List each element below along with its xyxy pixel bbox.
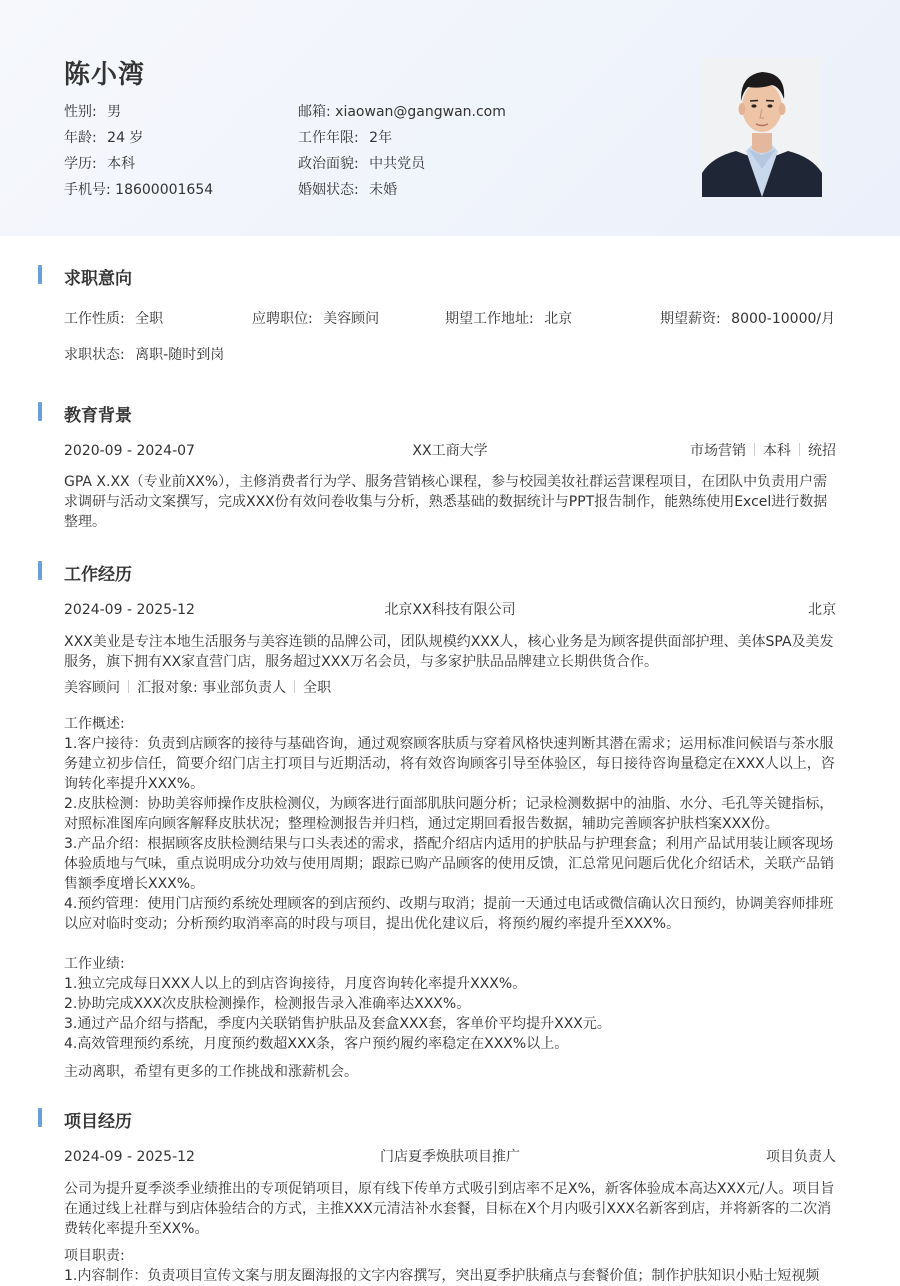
email-value: xiaowan@gangwan.com xyxy=(335,104,506,120)
education-school: XX工商大学 xyxy=(412,443,488,459)
intent-position xyxy=(252,309,379,329)
section-title-education: 教育背景 xyxy=(64,406,132,426)
section-marker-intent xyxy=(38,265,42,284)
politics-row xyxy=(298,153,425,173)
work-overview xyxy=(64,714,836,1082)
age-value: 24 岁 xyxy=(107,130,144,146)
intent-location xyxy=(445,309,572,329)
education-value: 本科 xyxy=(107,156,136,172)
gender-value: 男 xyxy=(107,104,122,120)
company-intro: XXX美业是专注本地生活服务与美容连锁的品牌公司，团队规模约XXX人，核心业务是为顾客提供面部护理、美体SPA及美发服务，旗下拥有XX家直营门店，服务超过XXX万名会员，与多家护肤品品牌建立长期供货合作。 xyxy=(64,634,834,670)
project-period: 2024-09 - 2025-12 xyxy=(64,1149,195,1165)
gender-row xyxy=(64,101,121,121)
education-label: 学历: xyxy=(64,156,97,172)
phone-row xyxy=(64,179,213,199)
age-row xyxy=(64,127,143,147)
marital-label: 婚姻状态: xyxy=(298,182,359,198)
intent-location-value: 北京 xyxy=(544,311,573,327)
years-label: 工作年限: xyxy=(298,130,359,146)
divider xyxy=(799,443,800,456)
work-report: 汇报对象: 事业部负责人 xyxy=(137,680,287,696)
leave-reason: 主动离职，希望有更多的工作挑战和涨薪机会。 xyxy=(64,1064,358,1080)
intent-salary xyxy=(660,309,835,329)
work-role: 美容顾问 xyxy=(64,680,120,696)
intent-status-value: 离职-随时到岗 xyxy=(135,347,225,363)
intent-type-label: 工作性质: xyxy=(64,311,125,327)
intent-position-label: 应聘职位: xyxy=(252,311,313,327)
intent-status-label: 求职状态: xyxy=(64,347,125,363)
achievement-item: 2.协助完成XXX次皮肤检测操作，检测报告录入准确率达XXX%。 xyxy=(64,996,471,1012)
work-city: 北京 xyxy=(808,602,836,618)
intent-type xyxy=(64,309,163,329)
politics-label: 政治面貌: xyxy=(298,156,359,172)
age-label: 年龄: xyxy=(64,130,97,146)
intent-location-label: 期望工作地址: xyxy=(445,311,534,327)
intent-salary-label: 期望薪资: xyxy=(660,311,721,327)
section-marker-project xyxy=(38,1108,42,1127)
section-title-intent: 求职意向 xyxy=(64,269,132,289)
education-degree: 本科 xyxy=(763,443,791,459)
marital-row xyxy=(298,179,397,199)
work-period: 2024-09 - 2025-12 xyxy=(64,602,195,618)
overview-item: 2.皮肤检测：协助美容师操作皮肤检测仪，为顾客进行面部肌肤问题分析；记录检测数据中的油脂、水分、毛孔等关键指标，对照标准图库向顾客解释皮肤状况；整理检测报告并归档，通过定期回看报告数据，辅助完善顾客护肤档案XXX份。 xyxy=(64,796,834,832)
education-description: GPA X.XX（专业前XX%），主修消费者行为学、服务营销核心课程，参与校园美妆社群运营课程项目，在团队中负责用户需求调研与活动文案撰写，完成XXX份有效问卷收集与分析，熟悉基础的数据统计与PPT报告制作，能熟练使用Excel进行数据整理。 xyxy=(64,474,828,530)
marital-value: 未婚 xyxy=(369,182,398,198)
duties-title: 项目职责: xyxy=(64,1248,125,1264)
overview-item: 3.产品介绍：根据顾客皮肤检测结果与口头表述的需求，搭配介绍店内适用的护肤品与护理套盒；利用产品试用装让顾客现场体验质地与气味，重点说明成分功效与使用周期；跟踪已购产品顾客的使用反馈，汇总常见问题后优化介绍话术，关联产品销售额季度增长XXX%。 xyxy=(64,836,834,892)
section-title-work: 工作经历 xyxy=(64,565,132,585)
resume-header xyxy=(0,0,900,236)
email-row xyxy=(298,101,506,121)
intent-position-value: 美容顾问 xyxy=(323,311,380,327)
profile-photo xyxy=(702,57,822,197)
work-tags xyxy=(64,678,331,698)
overview-item: 4.预约管理：使用门店预约系统处理顾客的到店预约、改期与取消；提前一天通过电话或微信确认次日预约，协调美容师排班以应对临时变动；分析预约取消率高的时段与项目，提出优化建议后，将预约履约率提升至XXX%。 xyxy=(64,896,834,932)
years-row xyxy=(298,127,392,147)
project-role: 项目负责人 xyxy=(766,1149,836,1165)
education-row xyxy=(64,153,135,173)
intent-type-value: 全职 xyxy=(135,311,164,327)
project-duties xyxy=(64,1246,836,1286)
section-title-project: 项目经历 xyxy=(64,1112,132,1132)
achievement-item: 3.通过产品介绍与搭配，季度内关联销售护肤品及套盒XXX套，客单价平均提升XXX元。 xyxy=(64,1016,611,1032)
project-name: 门店夏季焕肤项目推广 xyxy=(380,1149,520,1165)
education-period: 2020-09 - 2024-07 xyxy=(64,443,195,459)
education-meta xyxy=(536,441,836,461)
duty-item: 1.内容制作：负责项目宣传文案与朋友圈海报的文字内容撰写，突出夏季护肤痛点与套餐价值；制作护肤知识小贴士短视频 xyxy=(64,1268,820,1284)
overview-title: 工作概述: xyxy=(64,716,125,732)
intent-status xyxy=(64,345,224,365)
divider xyxy=(294,680,295,693)
overview-item: 1.客户接待：负责到店顾客的接待与基础咨询，通过观察顾客肤质与穿着风格快速判断其潜在需求；运用标准问候语与茶水服务建立初步信任，简要介绍门店主打项目与近期活动，将有效咨询顾客引导至体验区，每日接待咨询量稳定在XXX人以上，咨询转化率提升XXX%。 xyxy=(64,736,835,792)
project-description: 公司为提升夏季淡季业绩推出的专项促销项目，原有线下传单方式吸引到店率不足X%，新客体验成本高达XXX元/人。项目旨在通过线上社群与到店体验结合的方式，主推XXX元清洁补水套餐，目标在X个月内吸引XXX名新客到店，并将新客的二次消费转化率提升至XX%。 xyxy=(64,1181,835,1237)
gender-label: 性别: xyxy=(64,104,97,120)
achievement-item: 4.高效管理预约系统，月度预约数超XXX条，客户预约履约率稳定在XXX%以上。 xyxy=(64,1036,569,1052)
years-value: 2年 xyxy=(369,130,393,146)
intent-salary-value: 8000-10000/月 xyxy=(731,311,836,327)
phone-value: 18600001654 xyxy=(115,182,214,198)
work-company: 北京XX科技有限公司 xyxy=(384,602,516,618)
education-mode: 统招 xyxy=(808,443,836,459)
divider xyxy=(754,443,755,456)
phone-label: 手机号: xyxy=(64,182,111,198)
achievements-title: 工作业绩: xyxy=(64,956,125,972)
work-type: 全职 xyxy=(303,680,332,696)
section-marker-education xyxy=(38,402,42,421)
education-major: 市场营销 xyxy=(690,443,746,459)
portrait-image xyxy=(702,57,822,197)
section-marker-work xyxy=(38,561,42,580)
politics-value: 中共党员 xyxy=(369,156,426,172)
divider xyxy=(128,680,129,693)
candidate-name: 陈小湾 xyxy=(64,60,146,90)
achievement-item: 1.独立完成每日XXX人以上的到店咨询接待，月度咨询转化率提升XXX%。 xyxy=(64,976,527,992)
email-label: 邮箱: xyxy=(298,104,331,120)
